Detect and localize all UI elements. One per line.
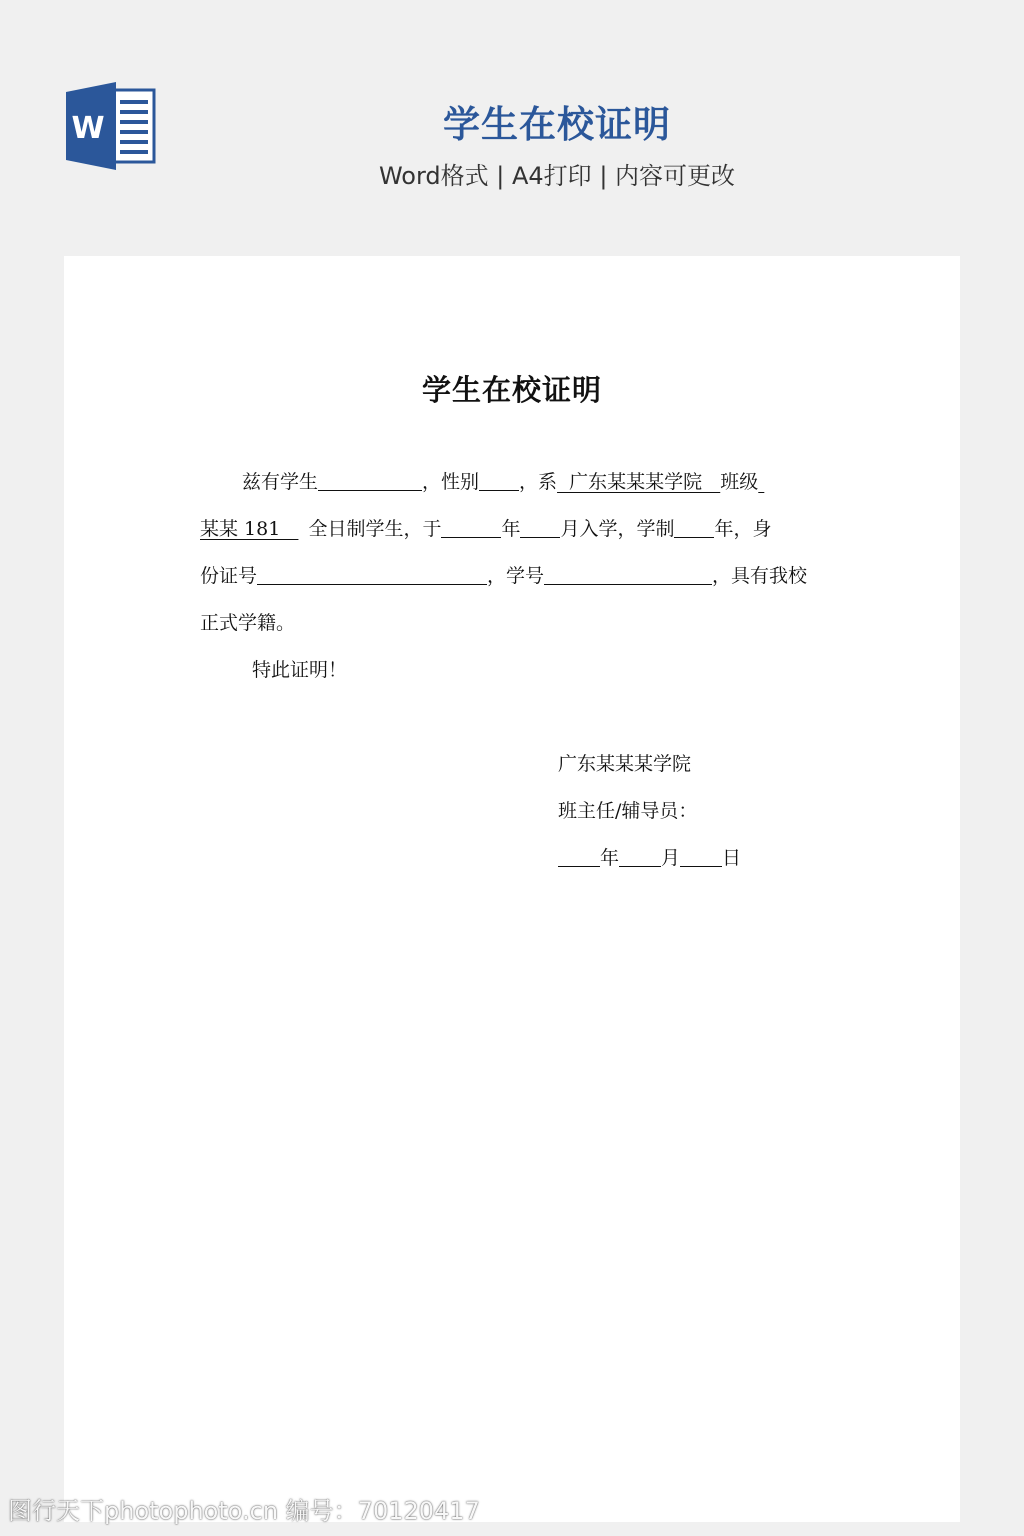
text-segment: 份证号 [200,565,258,587]
document-page [64,256,960,1522]
text-segment: ，学号 [487,565,545,587]
gender-blank[interactable] [479,468,519,491]
document-title: 学生在校证明 [421,373,602,407]
date-day-label: 日 [722,847,742,869]
entry-month-blank[interactable] [520,515,560,538]
closing-line: 特此证明！ [252,659,348,681]
text-segment: 兹有学生 [242,471,319,493]
text-segment: ，具有我校 [712,565,808,587]
signature-institution: 广东某某某学院 [558,753,692,775]
student-number-blank[interactable] [544,562,712,585]
date-year-blank[interactable] [558,844,600,867]
body-line-2 [200,513,772,545]
text-segment: ，性别 [422,471,480,493]
id-number-blank[interactable] [257,562,487,585]
text-segment: ，系 [519,471,558,493]
text-segment: 班级 [720,471,759,493]
signature-date [558,842,741,874]
study-length-blank[interactable] [674,515,714,538]
date-month-label: 月 [661,847,681,869]
date-day-blank[interactable] [680,844,722,867]
class-value: 某某 181 [200,518,299,540]
text-segment: 年，身 [714,518,772,540]
page-title: 学生在校证明 [443,103,671,146]
text-segment: 全日制学生，于 [308,518,442,540]
page-subtitle: Word格式 | A4打印 | 内容可更改 [378,162,736,190]
class-underline [758,471,764,493]
entry-year-blank[interactable] [441,515,501,538]
date-month-blank[interactable] [619,844,661,867]
svg-text:W: W [71,111,105,146]
body-line-4: 正式学籍。 [200,612,296,634]
department-value: 广东某某某学院 [557,471,721,493]
watermark: 图行天下photophoto.cn 编号：70120417 [8,1497,480,1525]
signature-teacher: 班主任/辅导员： [558,800,698,822]
student-name-blank[interactable] [318,468,422,491]
text-segment: 年 [501,518,521,540]
body-line-1 [242,466,764,498]
text-segment: 月入学，学制 [560,518,675,540]
word-document-icon [64,82,156,170]
body-line-3 [200,560,807,592]
date-year-label: 年 [600,847,620,869]
